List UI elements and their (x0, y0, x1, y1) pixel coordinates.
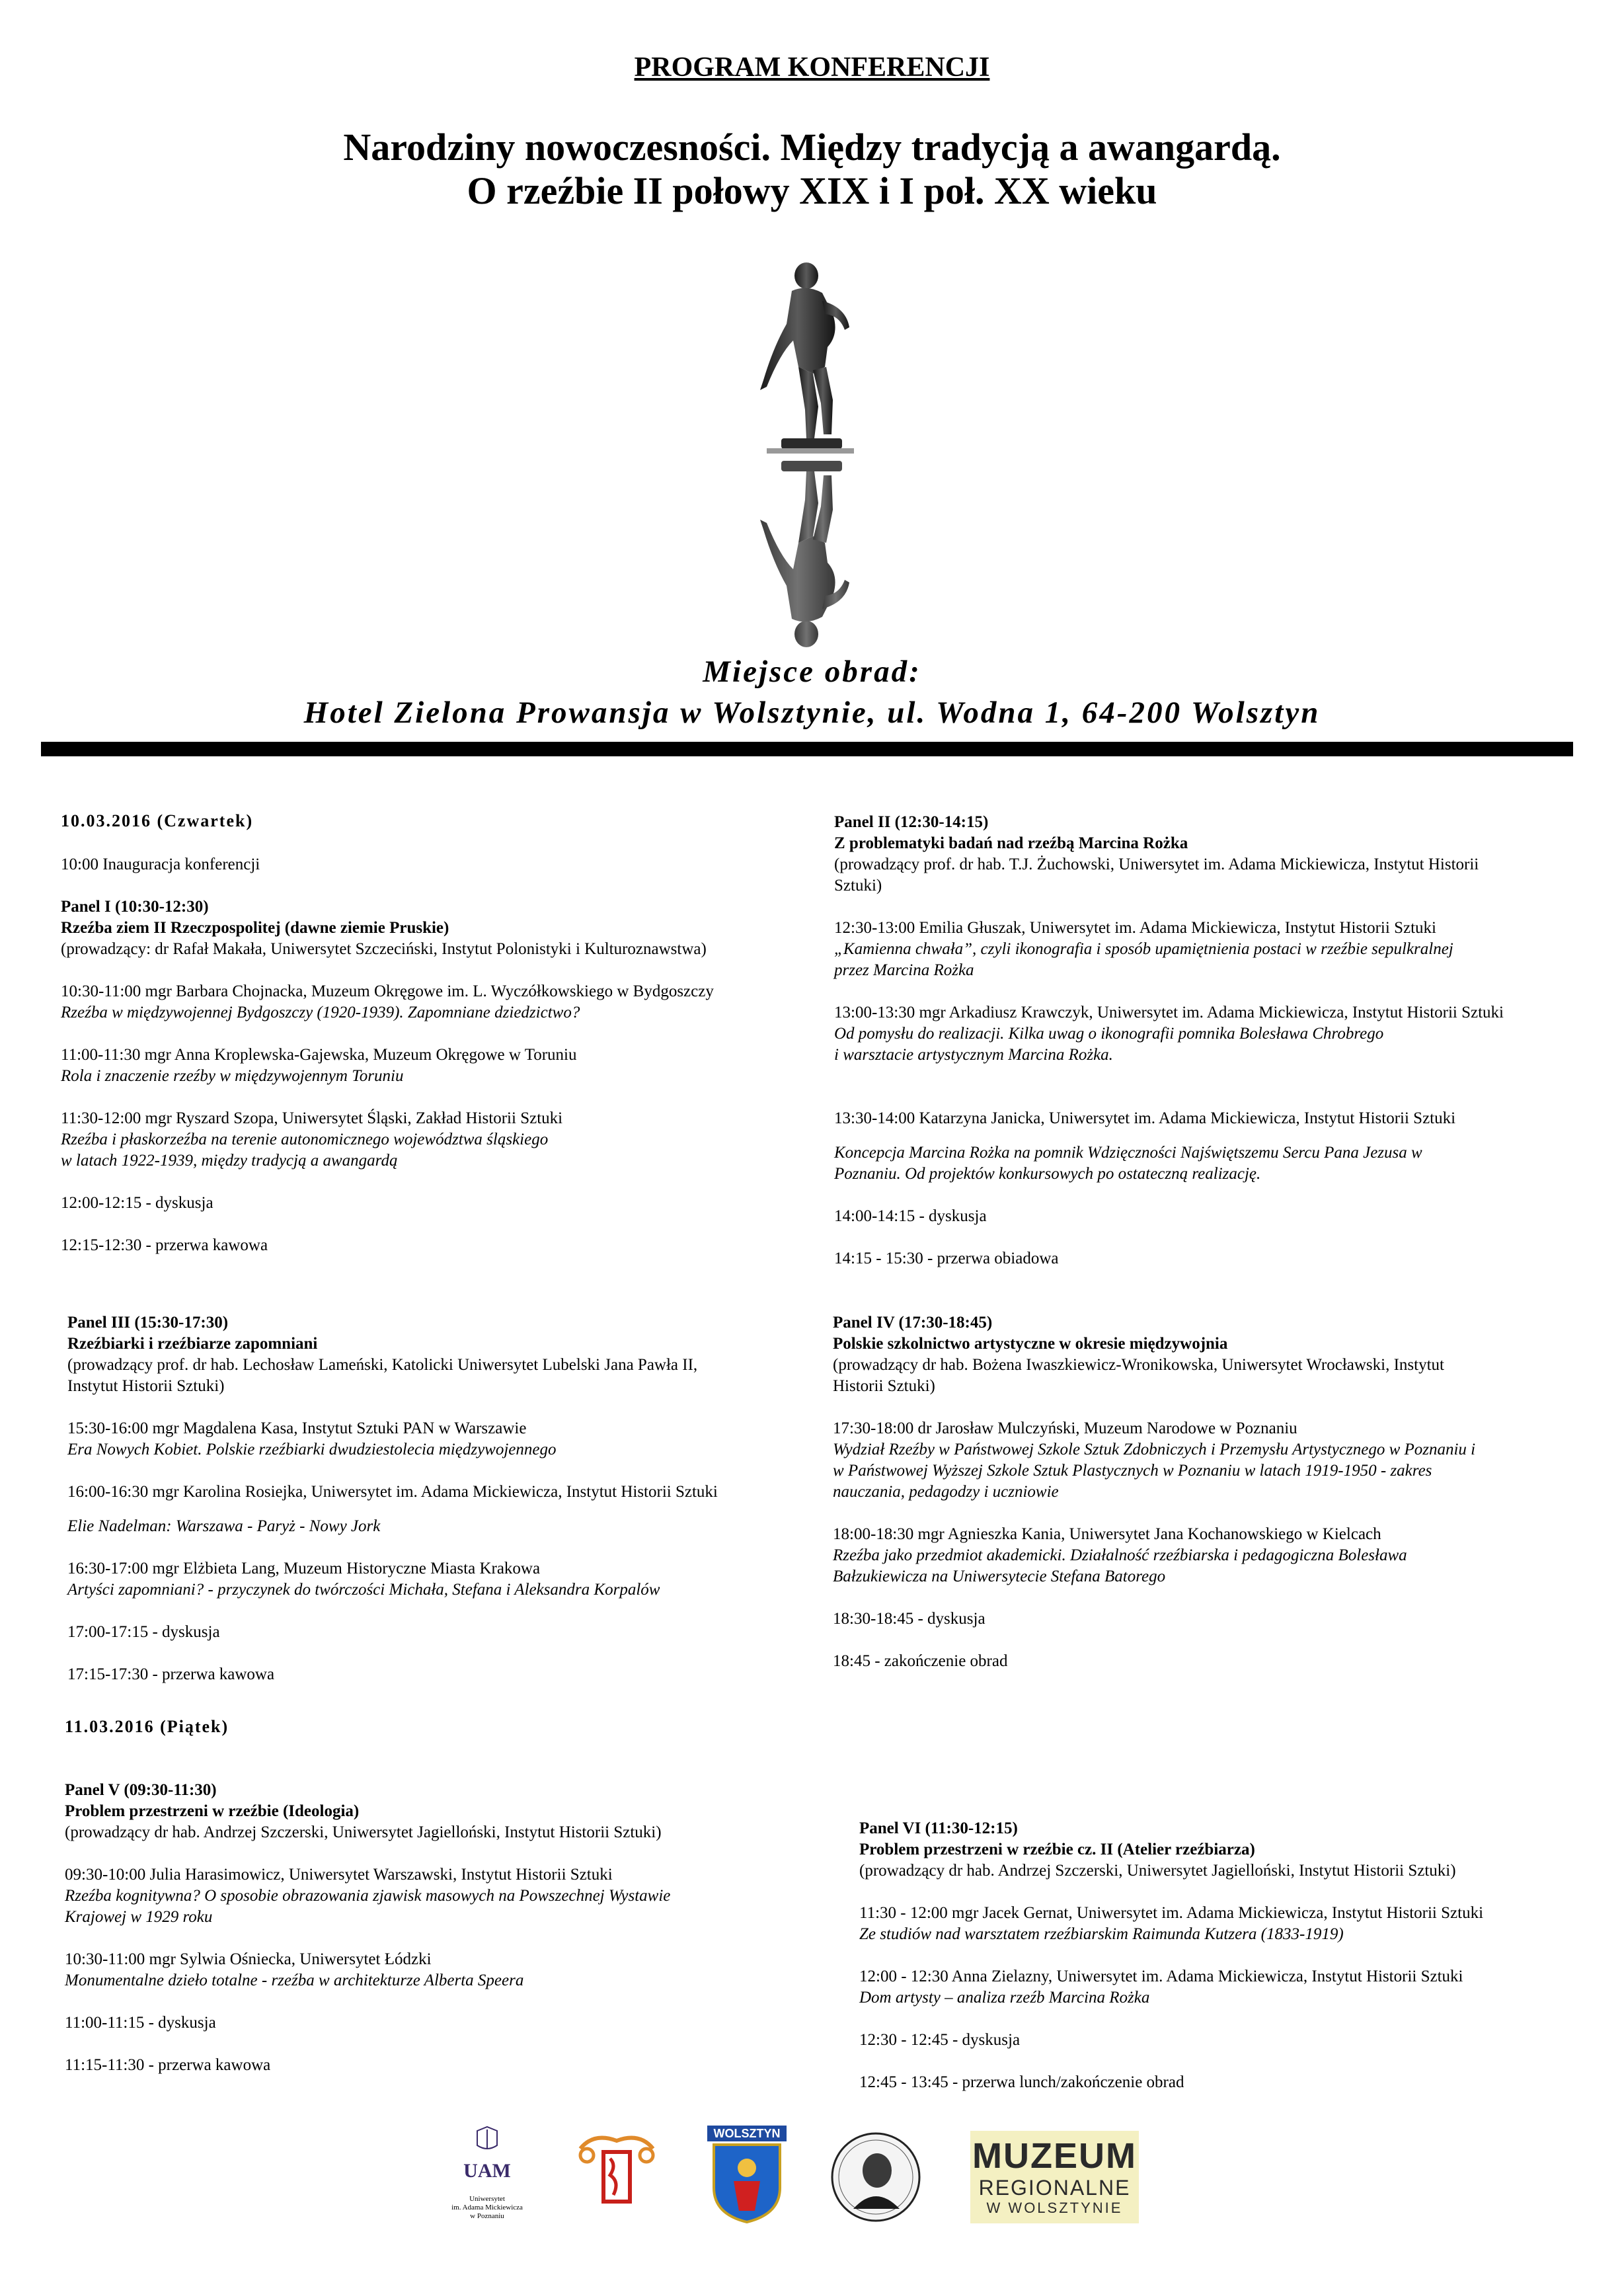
panel3-chair-line-1: (prowadzący prof. dr hab. Lechosław Lameński, Katolicki Uniwersytet Lubelski Jana Pawła II, (67, 1356, 698, 1374)
panel3-talk2-speaker: 16:00-16:30 mgr Karolina Rosiejka, Uniwersytet im. Adama Mickiewicza, Instytut Historii Sztuki (67, 1483, 718, 1501)
panel5-chair: (prowadzący dr hab. Andrzej Szczerski, Uniwersytet Jagielloński, Instytut Historii Sztuki) (65, 1823, 662, 1841)
panel2-title: Panel II (12:30-14:15) (834, 813, 989, 831)
panel5-talk2-speaker: 10:30-11:00 mgr Sylwia Ośniecka, Uniwersytet Łódzki (65, 1950, 432, 1968)
panel5-talk2-title: Monumentalne dzieło totalne - rzeźba w architekturze Alberta Speera (65, 1971, 524, 1989)
panel3-block (67, 1312, 808, 1685)
panel5-talk1-title-line-1: Rzeźba kognitywna? O sposobie obrazowania zjawisk masowych na Powszechnej Wystawie (65, 1887, 671, 1905)
panel6-block (859, 1818, 1586, 2093)
conference-title (0, 126, 1624, 213)
panel6-title: Panel VI (11:30-12:15) (859, 1819, 1018, 1837)
svg-text:UAM: UAM (463, 2160, 511, 2182)
panel4-talk2-speaker: 18:00-18:30 mgr Agnieszka Kania, Uniwersytet Jana Kochanowskiego w Kielcach (833, 1525, 1381, 1543)
muzeum-regionalne-logo (970, 2131, 1139, 2223)
panel2-talk2-title-line-2: i warsztacie artystycznym Marcina Rożka. (834, 1046, 1113, 1064)
panel5-discussion: 11:00-11:15 - dyskusja (65, 2014, 216, 2032)
day1-date: 10.03.2016 (Czwartek) (61, 811, 254, 830)
panel5-subtitle: Problem przestrzeni w rzeźbie (Ideologia) (65, 1802, 360, 1820)
panel6-talk2-speaker: 12:00 - 12:30 Anna Zielazny, Uniwersytet im. Adama Mickiewicza, Instytut Historii Sztuki (859, 1968, 1463, 1985)
panel4-discussion: 18:30-18:45 - dyskusja (833, 1610, 986, 1628)
panel2-chair-line-1: (prowadzący prof. dr hab. T.J. Żuchowski, Uniwersytet im. Adama Mickiewicza, Instytut Historii (834, 856, 1479, 873)
wolsztyn-coat-of-arms-icon (707, 2141, 787, 2224)
panel3-subtitle: Rzeźbiarki i rzeźbiarze zapomniani (67, 1335, 318, 1353)
panel6-talk2-title: Dom artysty – analiza rzeźb Marcina Rożka (859, 1989, 1150, 2007)
page-header-title: PROGRAM KONFERENCJI (634, 52, 990, 83)
panel2-talk1-title-line-1: „Kamienna chwała”, czyli ikonografia i sposób upamiętnienia postaci w rzeźbie sepulkralnej (834, 940, 1453, 958)
panel4-end: 18:45 - zakończenie obrad (833, 1652, 1008, 1670)
panel1-subtitle: Rzeźba ziem II Rzeczpospolitej (dawne ziemie Pruskie) (61, 919, 449, 937)
panel2-talk3-title-line-2: Poznaniu. Od projektów konkursowych po ostateczną realizację. (834, 1165, 1261, 1183)
panel4-subtitle: Polskie szkolnictwo artystyczne w okresie międzywojnia (833, 1335, 1228, 1353)
panel1-talk1-title: Rzeźba w międzywojennej Bydgoszczy (1920-1939). Zapomniane dziedzictwo? (61, 1004, 580, 1021)
panel2-talk2-speaker: 13:00-13:30 mgr Arkadiusz Krawczyk, Uniwersytet im. Adama Mickiewicza, Instytut Historii Sztuki (834, 1004, 1504, 1021)
opening-session: 10:00 Inauguracja konferencji (61, 856, 260, 873)
panel1-talk1-speaker: 10:30-11:00 mgr Barbara Chojnacka, Muzeum Okręgowe im. L. Wyczółkowskiego w Bydgoszczy (61, 982, 714, 1000)
panel2-block (834, 812, 1574, 1269)
panel1-break: 12:15-12:30 - przerwa kawowa (61, 1236, 268, 1254)
student-association-logo (567, 2129, 666, 2221)
conference-title-line-2: O rzeźbie II połowy XIX i I poł. XX wieku (467, 169, 1157, 212)
venue-label: Miejsce obrad: (703, 655, 921, 689)
panel3-talk3-speaker: 16:30-17:00 mgr Elżbieta Lang, Muzeum Historyczne Miasta Krakowa (67, 1560, 541, 1577)
uam-name-line-1: Uniwersytet (469, 2195, 505, 2203)
panel4-talk2-title-line-1: Rzeźba jako przedmiot akademicki. Działalność rzeźbiarska i pedagogiczna Bolesława (833, 1546, 1407, 1564)
divider-bar (41, 742, 1573, 756)
panel4-talk1-title-line-2: w Państwowej Wyższej Szkole Sztuk Plastycznych w Poznaniu w latach 1919-1950 - zakres (833, 1462, 1432, 1480)
day2-date: 11.03.2016 (Piątek) (65, 1717, 229, 1736)
panel6-discussion: 12:30 - 12:45 - dyskusja (859, 2031, 1021, 2049)
panel5-talk1-title-line-2: Krajowej w 1929 roku (65, 1908, 213, 1926)
panel1-chair: (prowadzący: dr Rafał Makała, Uniwersytet Szczeciński, Instytut Polonistyki i Kulturoznawstwa) (61, 940, 707, 958)
panel1-discussion: 12:00-12:15 - dyskusja (61, 1194, 213, 1212)
panel4-talk2-title-line-2: Bałzukiewicza na Uniwersytecie Stefana Batorego (833, 1568, 1166, 1585)
muzeum-label-line-3: W WOLSZTYNIE (986, 2200, 1123, 2216)
panel3-talk1-title: Era Nowych Kobiet. Polskie rzeźbiarki dwudziestolecia międzywojennego (67, 1441, 557, 1458)
panel3-talk2-title: Elie Nadelman: Warszawa - Paryż - Nowy Jork (67, 1517, 381, 1535)
panel3-break: 17:15-17:30 - przerwa kawowa (67, 1665, 275, 1683)
panel3-discussion: 17:00-17:15 - dyskusja (67, 1623, 220, 1641)
panel6-chair: (prowadzący dr hab. Andrzej Szczerski, Uniwersytet Jagielloński, Instytut Historii Sztuki) (859, 1862, 1456, 1880)
panel2-talk3-title-line-1: Koncepcja Marcina Rożka na pomnik Wdzięczności Najświętszemu Sercu Pana Jezusa w (834, 1144, 1422, 1162)
panel1-talk3-title-line-1: Rzeźba i płaskorzeźba na terenie autonomicznego województwa śląskiego (61, 1131, 549, 1148)
panel2-talk3-speaker: 13:30-14:00 Katarzyna Janicka, Uniwersytet im. Adama Mickiewicza, Instytut Historii Sztuki (834, 1109, 1456, 1127)
panel2-discussion: 14:00-14:15 - dyskusja (834, 1207, 987, 1225)
panel2-talk2-title-line-1: Od pomysłu do realizacji. Kilka uwag o ikonografii pomnika Bolesława Chrobrego (834, 1025, 1384, 1043)
muzeum-label-line-2: REGIONALNE (978, 2176, 1131, 2200)
statue-figure (760, 262, 849, 449)
panel4-talk1-title-line-3: nauczania, pedagodzy i uczniowie (833, 1483, 1059, 1501)
panel3-talk1-speaker: 15:30-16:00 mgr Magdalena Kasa, Instytut Sztuki PAN w Warszawie (67, 1419, 527, 1437)
panel1-talk3-speaker: 11:30-12:00 mgr Ryszard Szopa, Uniwersytet Śląski, Zakład Historii Sztuki (61, 1109, 563, 1127)
panel4-talk1-speaker: 17:30-18:00 dr Jarosław Mulczyński, Muzeum Narodowe w Poznaniu (833, 1419, 1297, 1437)
venue-info (0, 651, 1624, 733)
uam-name-line-3: w Poznaniu (470, 2212, 504, 2220)
panel5-block (65, 1780, 805, 2076)
statue-reflection (760, 461, 849, 647)
panel4-talk1-title-line-1: Wydział Rzeźby w Państwowej Szkole Sztuk Zdobniczych i Przemysłu Artystycznego w Poznaniu i (833, 1441, 1476, 1458)
sponsor-logos (0, 2126, 1624, 2238)
panel6-talk1-title: Ze studiów nad warsztatem rzeźbiarskim Raimunda Kutzera (1833-1919) (859, 1925, 1344, 1943)
panel4-chair-line-1: (prowadzący dr hab. Bożena Iwaszkiewicz-Wronikowska, Uniwersytet Wrocławski, Instytut (833, 1356, 1444, 1374)
panel3-title: Panel III (15:30-17:30) (67, 1314, 229, 1332)
panel4-chair-line-2: Historii Sztuki) (833, 1377, 935, 1395)
panel2-talk1-title-line-2: przez Marcina Rożka (834, 961, 974, 979)
panel3-talk3-title: Artyści zapomniani? - przyczynek do twórczości Michała, Stefana i Aleksandra Korpalów (67, 1581, 660, 1599)
panel1-talk2-speaker: 11:00-11:30 mgr Anna Kroplewska-Gajewska, Muzeum Okręgowe w Toruniu (61, 1046, 577, 1064)
uam-logo (444, 2126, 530, 2221)
wolsztyn-label: WOLSZTYN (707, 2126, 787, 2141)
panel5-break: 11:15-11:30 - przerwa kawowa (65, 2056, 271, 2074)
panel3-chair-line-2: Instytut Historii Sztuki) (67, 1377, 225, 1395)
panel5-title: Panel V (09:30-11:30) (65, 1781, 217, 1799)
panel1-talk2-title: Rola i znaczenie rzeźby w międzywojennym Toruniu (61, 1067, 404, 1085)
panel2-break: 14:15 - 15:30 - przerwa obiadowa (834, 1250, 1059, 1267)
panel5-talk1-speaker: 09:30-10:00 Julia Harasimowicz, Uniwersytet Warszawski, Instytut Historii Sztuki (65, 1866, 613, 1884)
panel2-talk1-speaker: 12:30-13:00 Emilia Głuszak, Uniwersytet im. Adama Mickiewicza, Instytut Historii Sztuki (834, 919, 1436, 937)
uam-name-line-2: im. Adama Mickiewicza (451, 2204, 523, 2211)
panel2-chair-line-2: Sztuki) (834, 877, 882, 895)
panel6-subtitle: Problem przestrzeni w rzeźbie cz. II (Atelier rzeźbiarza) (859, 1841, 1255, 1858)
uam-crest-icon (444, 2126, 530, 2192)
panel4-title: Panel IV (17:30-18:45) (833, 1314, 993, 1332)
venue-address: Hotel Zielona Prowansja w Wolsztynie, ul. Wodna 1, 64-200 Wolsztyn (303, 696, 1321, 730)
panel1-block (61, 854, 801, 1256)
portrait-medallion-logo (830, 2131, 922, 2223)
panel6-end: 12:45 - 13:45 - przerwa lunch/zakończenie obrad (859, 2073, 1184, 2091)
conference-title-line-1: Narodziny nowoczesności. Między tradycją a awangardą. (343, 126, 1281, 169)
panel1-title: Panel I (10:30-12:30) (61, 898, 209, 916)
statue-image (740, 261, 872, 651)
panel6-talk1-speaker: 11:30 - 12:00 mgr Jacek Gernat, Uniwersytet im. Adama Mickiewicza, Instytut Historii Sztuki (859, 1904, 1484, 1922)
panel2-subtitle: Z problematyki badań nad rzeźbą Marcina Rożka (834, 834, 1188, 852)
wolsztyn-logo (707, 2126, 787, 2227)
muzeum-label-line-1: MUZEUM (972, 2136, 1137, 2176)
panel1-talk3-title-line-2: w latach 1922-1939, między tradycją a awangardą (61, 1152, 398, 1170)
panel4-block (833, 1312, 1524, 1672)
